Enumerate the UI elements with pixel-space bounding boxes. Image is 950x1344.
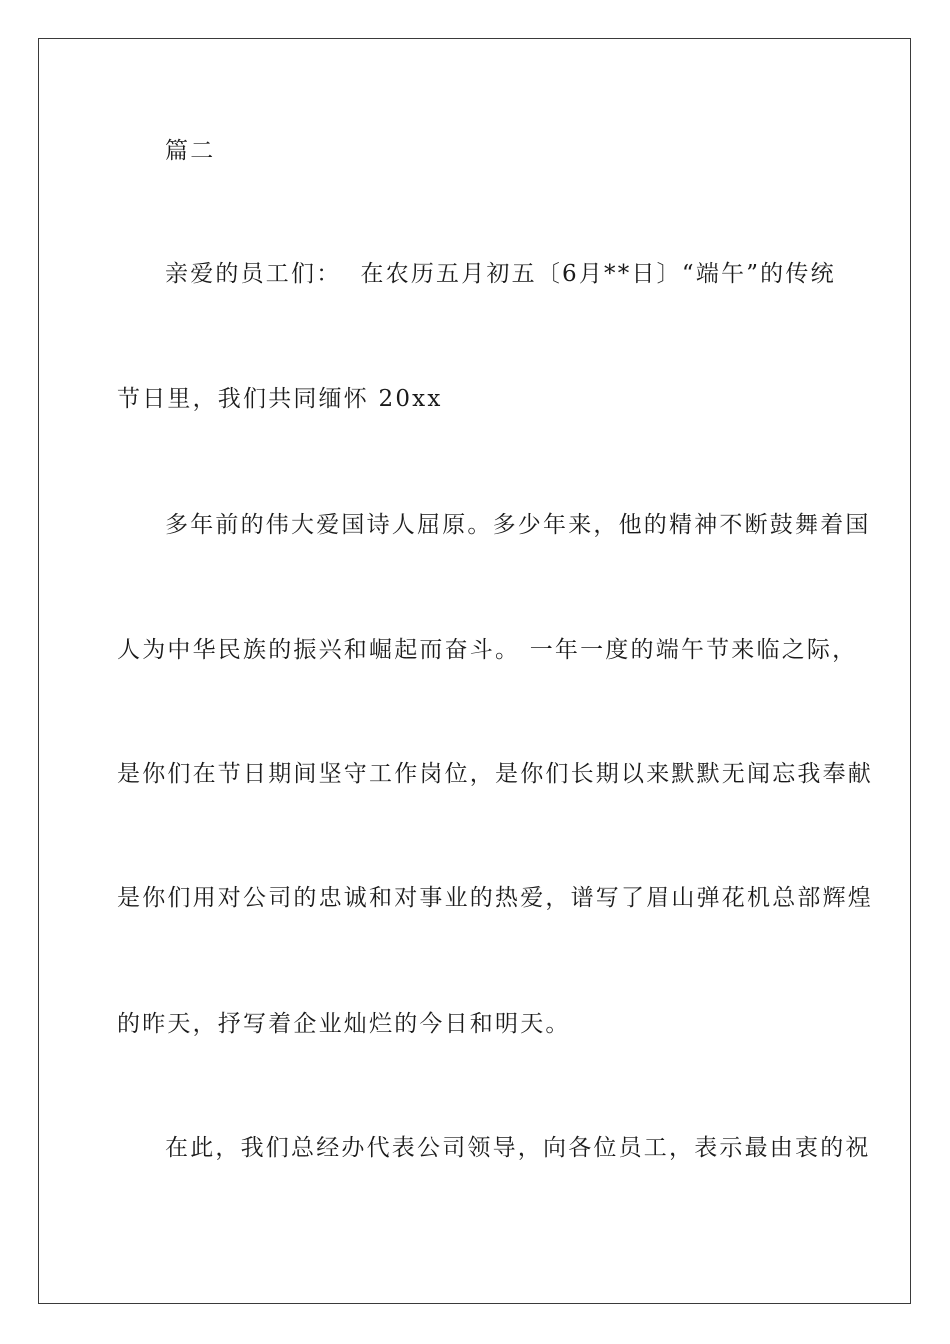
paragraph-line: 节日里，我们共同缅怀 20xx bbox=[117, 386, 443, 412]
section-heading: 篇二 bbox=[165, 138, 216, 164]
paragraph-line: 是你们用对公司的忠诚和对事业的热爱，谱写了眉山弹花机总部辉煌 bbox=[117, 885, 873, 911]
paragraph-line: 是你们在节日期间坚守工作岗位，是你们长期以来默默无闻忘我奉献 bbox=[117, 761, 873, 787]
paragraph-line: 的昨天，抒写着企业灿烂的今日和明天。 bbox=[117, 1011, 571, 1037]
paragraph-line: 人为中华民族的振兴和崛起而奋斗。 一年一度的端午节来临之际， bbox=[117, 637, 858, 663]
paragraph-line: 多年前的伟大爱国诗人屈原。多少年来，他的精神不断鼓舞着国 bbox=[165, 512, 871, 538]
paragraph-line: 在此，我们总经办代表公司领导，向各位员工，表示最由衷的祝 bbox=[165, 1135, 871, 1161]
paragraph-line: 亲爱的员工们： 在农历五月初五〔6月**日〕“端午”的传统 bbox=[165, 261, 836, 287]
page-frame bbox=[38, 38, 911, 1304]
